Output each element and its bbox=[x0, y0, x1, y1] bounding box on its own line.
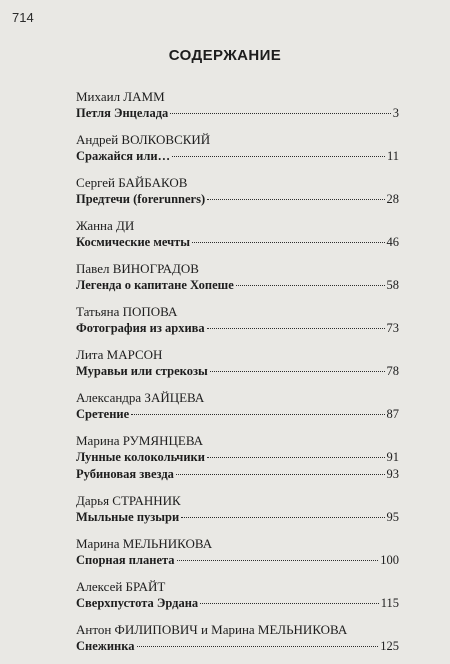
toc-work bbox=[76, 509, 399, 526]
toc-page-number: 125 bbox=[380, 639, 399, 653]
toc-author: Антон ФИЛИПОВИЧ и Марина МЕЛЬНИКОВА bbox=[76, 622, 348, 637]
toc-page-number: 3 bbox=[392, 106, 399, 120]
toc-entry bbox=[76, 260, 399, 294]
toc-work bbox=[76, 449, 399, 466]
toc-entry bbox=[76, 346, 399, 380]
toc-page-number: 93 bbox=[386, 467, 399, 481]
toc-page-number: 58 bbox=[386, 278, 399, 292]
toc-author: Жанна ДИ bbox=[76, 218, 135, 233]
toc-work-title: Петля Энцелада bbox=[76, 106, 169, 120]
dot-leader bbox=[170, 113, 390, 114]
toc-author: Александра ЗАЙЦЕВА bbox=[76, 390, 205, 405]
toc-page-number: 115 bbox=[380, 596, 399, 610]
toc-author: Сергей БАЙБАКОВ bbox=[76, 175, 188, 190]
toc-page-number: 73 bbox=[386, 321, 399, 335]
toc-entry bbox=[76, 492, 399, 526]
toc-entry bbox=[76, 578, 399, 612]
toc-entry bbox=[76, 389, 399, 423]
toc-entry bbox=[76, 303, 399, 337]
toc-author: Михаил ЛАММ bbox=[76, 89, 165, 104]
dot-leader bbox=[137, 646, 379, 647]
toc-work bbox=[76, 277, 399, 294]
toc-author: Марина РУМЯНЦЕВА bbox=[76, 433, 204, 448]
toc-work-title: Сретение bbox=[76, 407, 130, 421]
toc-entry bbox=[76, 535, 399, 569]
toc-author: Марина МЕЛЬНИКОВА bbox=[76, 536, 213, 551]
toc-page-number: 87 bbox=[386, 407, 399, 421]
toc-work bbox=[76, 105, 399, 122]
toc-author: Павел ВИНОГРАДОВ bbox=[76, 261, 199, 276]
toc-author: Дарья СТРАННИК bbox=[76, 493, 181, 508]
toc-entry bbox=[76, 621, 399, 655]
dot-leader bbox=[236, 285, 385, 286]
toc-work bbox=[76, 191, 399, 208]
dot-leader bbox=[131, 414, 384, 415]
toc-author: Лита МАРСОН bbox=[76, 347, 163, 362]
toc-page-number: 95 bbox=[386, 510, 399, 524]
toc-work bbox=[76, 148, 399, 165]
dot-leader bbox=[177, 560, 379, 561]
dot-leader bbox=[181, 517, 384, 518]
toc-work bbox=[76, 552, 399, 569]
toc-work-title: Фотография из архива bbox=[76, 321, 205, 335]
dot-leader bbox=[172, 156, 385, 157]
toc-work bbox=[76, 363, 399, 380]
dot-leader bbox=[200, 603, 379, 604]
toc-work bbox=[76, 638, 399, 655]
dot-leader bbox=[207, 199, 384, 200]
table-of-contents bbox=[76, 88, 399, 664]
toc-work-title: Мыльные пузыри bbox=[76, 510, 180, 524]
toc-page-number: 100 bbox=[380, 553, 399, 567]
dot-leader bbox=[210, 371, 385, 372]
toc-work-title: Снежинка bbox=[76, 639, 135, 653]
toc-work-title: Спорная планета bbox=[76, 553, 175, 567]
toc-work-title: Предтечи (forerunners) bbox=[76, 192, 206, 206]
dot-leader bbox=[176, 474, 385, 475]
toc-work-title: Муравьи или стрекозы bbox=[76, 364, 208, 378]
toc-page-number: 11 bbox=[386, 149, 399, 163]
toc-work-title: Рубиновая звезда bbox=[76, 467, 174, 481]
toc-work bbox=[76, 595, 399, 612]
toc-page-number: 46 bbox=[386, 235, 399, 249]
page-title: СОДЕРЖАНИЕ bbox=[168, 47, 282, 64]
toc-work-title: Космические мечты bbox=[76, 235, 191, 249]
dot-leader bbox=[192, 242, 384, 243]
dot-leader bbox=[207, 328, 385, 329]
dot-leader bbox=[207, 457, 385, 458]
toc-work-title: Легенда о капитане Хопеше bbox=[76, 278, 234, 292]
toc-work bbox=[76, 320, 399, 337]
toc-page-number: 78 bbox=[386, 364, 399, 378]
toc-work bbox=[76, 466, 399, 483]
toc-work bbox=[76, 234, 399, 251]
toc-page-number: 91 bbox=[386, 450, 399, 464]
toc-work-title: Лунные колокольчики bbox=[76, 450, 205, 464]
toc-entry bbox=[76, 174, 399, 208]
toc-work bbox=[76, 406, 399, 423]
toc-author: Андрей ВОЛКОВСКИЙ bbox=[76, 132, 211, 147]
toc-entry bbox=[76, 217, 399, 251]
toc-entry bbox=[76, 88, 399, 122]
toc-work-title: Сверхпустота Эрдана bbox=[76, 596, 199, 610]
toc-entry bbox=[76, 432, 399, 483]
toc-work-title: Сражайся или… bbox=[76, 149, 171, 163]
toc-page-number: 28 bbox=[386, 192, 399, 206]
toc-author: Алексей БРАЙТ bbox=[76, 579, 166, 594]
toc-entry bbox=[76, 131, 399, 165]
toc-author: Татьяна ПОПОВА bbox=[76, 304, 178, 319]
page-number: 714 bbox=[12, 10, 34, 25]
